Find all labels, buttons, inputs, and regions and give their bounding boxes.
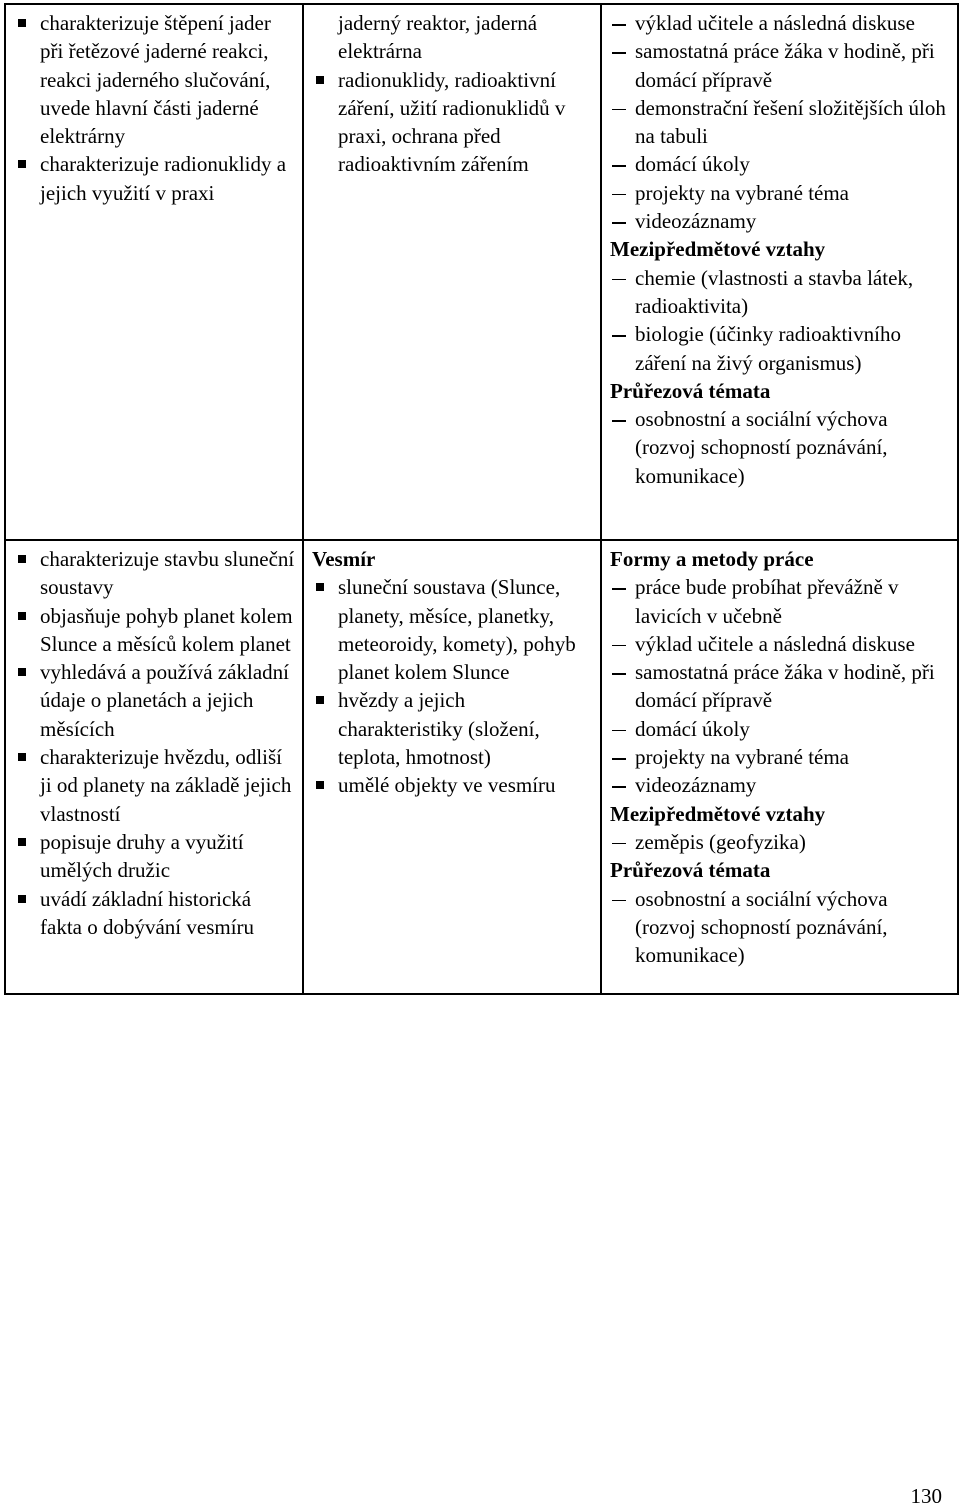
list-item: charakterizuje stavbu sluneční soustavy <box>14 545 296 602</box>
list-item: biologie (účinky radioaktivního záření na živý organismus) <box>610 320 951 377</box>
list-item: umělé objekty ve vesmíru <box>312 771 594 799</box>
list-item: projekty na vybrané téma <box>610 743 951 771</box>
outcomes-cell <box>5 4 303 540</box>
list-item: samostatná práce žáka v hodině, při domácí přípravě <box>610 658 951 715</box>
methods-list <box>610 573 951 799</box>
list-item: projekty na vybrané téma <box>610 179 951 207</box>
cross-subject-heading: Mezipředmětové vztahy <box>610 237 826 262</box>
table-row <box>5 4 958 540</box>
methods-cell <box>601 4 958 540</box>
content-cell <box>303 540 601 994</box>
content-list <box>312 573 594 799</box>
list-item: radionuklidy, radioaktivní záření, užití radionuklidů v praxi, ochrana před radioaktivním zářením <box>312 66 594 179</box>
list-item: hvězdy a jejich charakteristiky (složení, teplota, hmotnost) <box>312 686 594 771</box>
curriculum-table <box>4 3 959 995</box>
list-item: videozáznamy <box>610 207 951 235</box>
list-item: charakterizuje hvězdu, odliší ji od planety na základě jejich vlastností <box>14 743 296 828</box>
content-cell <box>303 4 601 540</box>
cross-cutting-heading: Průřezová témata <box>610 378 771 403</box>
topic-heading: Vesmír <box>312 547 376 571</box>
methods-list <box>610 9 951 235</box>
list-item: domácí úkoly <box>610 150 951 178</box>
cross-subject-list <box>610 828 951 856</box>
list-item: demonstrační řešení složitějších úloh na tabuli <box>610 94 951 151</box>
list-item: samostatná práce žáka v hodině, při domácí přípravě <box>610 37 951 94</box>
forms-methods-heading: Formy a metody práce <box>610 547 814 571</box>
list-item: popisuje druhy a využití umělých družic <box>14 828 296 885</box>
list-item: vyhledává a používá základní údaje o planetách a jejich měsících <box>14 658 296 743</box>
list-item: videozáznamy <box>610 771 951 799</box>
cross-subject-heading: Mezipředmětové vztahy <box>610 801 826 826</box>
list-item: charakterizuje radionuklidy a jejich využití v praxi <box>14 150 296 207</box>
outcomes-cell <box>5 540 303 994</box>
content-continuation: jaderný reaktor, jaderná elektrárna <box>338 11 538 64</box>
list-item: výklad učitele a následná diskuse <box>610 630 951 658</box>
list-item: uvádí základní historická fakta o dobývání vesmíru <box>14 885 296 942</box>
list-item: osobnostní a sociální výchova (rozvoj schopností poznávání, komunikace) <box>610 885 951 970</box>
cross-cutting-heading: Průřezová témata <box>610 858 771 883</box>
list-item: osobnostní a sociální výchova (rozvoj schopností poznávání, komunikace) <box>610 405 951 490</box>
table-row <box>5 540 958 994</box>
list-item: objasňuje pohyb planet kolem Slunce a měsíců kolem planet <box>14 602 296 659</box>
list-item: chemie (vlastnosti a stavba látek, radioaktivita) <box>610 264 951 321</box>
list-item: sluneční soustava (Slunce, planety, měsíce, planetky, meteoroidy, komety), pohyb planet kolem Slunce <box>312 573 594 686</box>
content-list <box>312 66 594 179</box>
list-item: charakterizuje štěpení jader při řetězové jaderné reakci, reakci jaderného slučování, uvede hlavní části jaderné elektrárny <box>14 9 296 150</box>
cross-subject-list <box>610 264 951 377</box>
list-item: výklad učitele a následná diskuse <box>610 9 951 37</box>
page-number: 130 <box>910 1484 942 1508</box>
outcomes-list <box>14 545 296 941</box>
cross-cutting-list <box>610 405 951 490</box>
list-item: práce bude probíhat převážně v lavicích v učebně <box>610 573 951 630</box>
cross-cutting-list <box>610 885 951 970</box>
list-item: domácí úkoly <box>610 715 951 743</box>
outcomes-list <box>14 9 296 207</box>
list-item: zeměpis (geofyzika) <box>610 828 951 856</box>
methods-cell <box>601 540 958 994</box>
